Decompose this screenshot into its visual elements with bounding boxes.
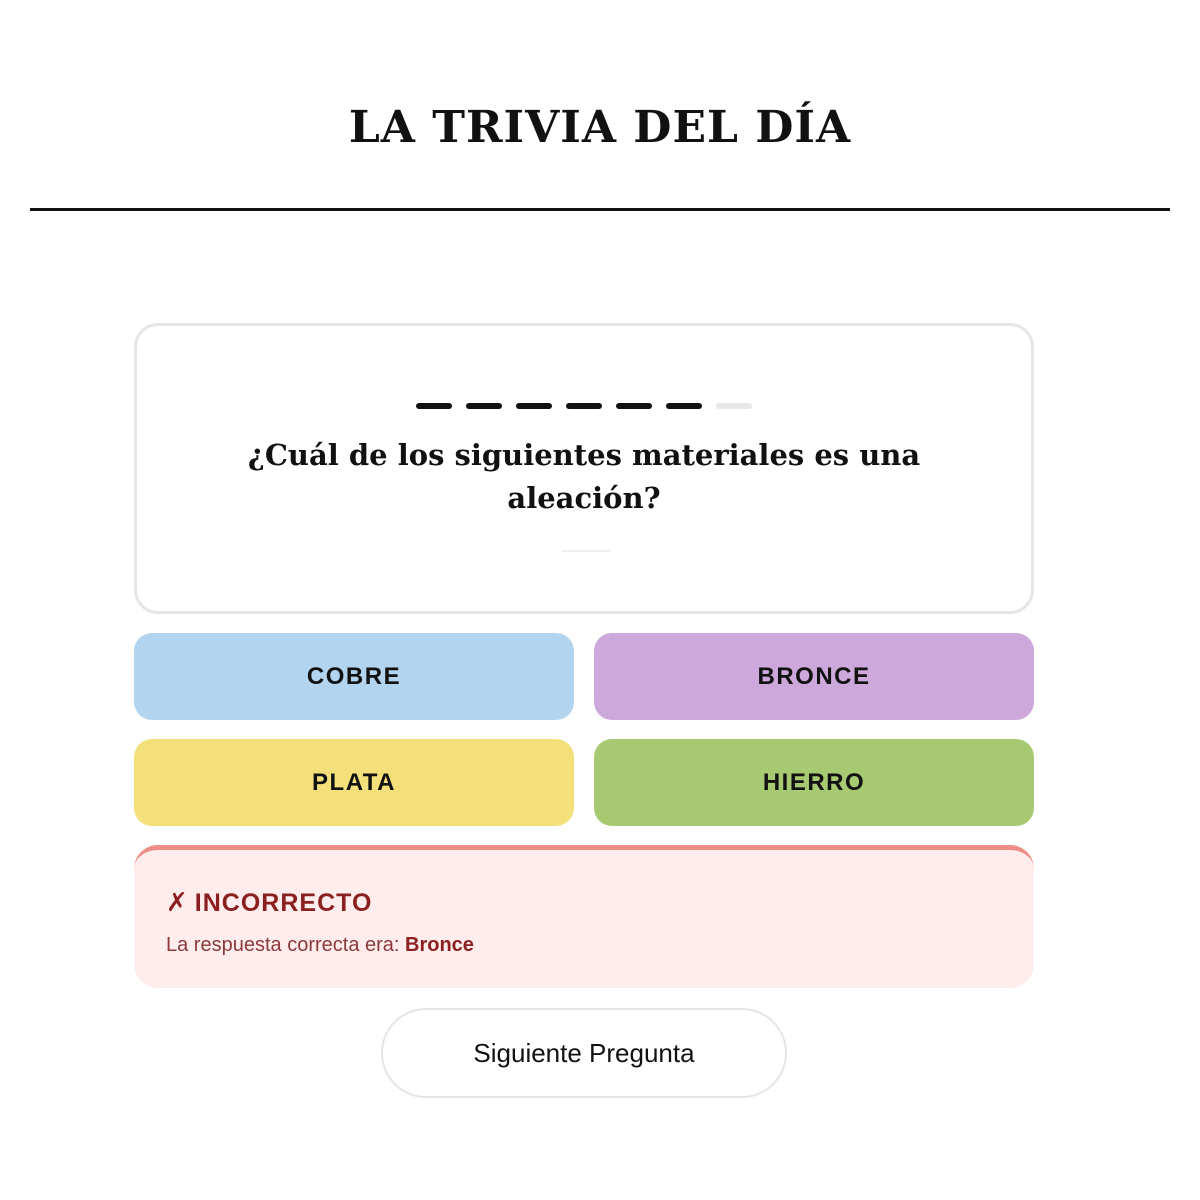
progress-segment-done xyxy=(416,403,452,409)
question-divider xyxy=(561,550,611,552)
feedback-status: INCORRECTO xyxy=(194,888,373,917)
feedback-message-prefix: La respuesta correcta era: xyxy=(166,934,406,956)
question-text: ¿Cuál de los siguientes materiales es una aleación? xyxy=(247,438,921,515)
feedback-message xyxy=(166,934,474,957)
answer-button-plata[interactable]: PLATA xyxy=(134,739,574,826)
answer-button-cobre[interactable]: COBRE xyxy=(134,633,574,720)
answer-button-hierro[interactable]: HIERRO xyxy=(594,739,1034,826)
next-question-button[interactable]: Siguiente Pregunta xyxy=(381,1008,787,1098)
page-title: LA TRIVIA DEL DÍA xyxy=(348,102,852,153)
answer-button-bronce[interactable]: BRONCE xyxy=(594,633,1034,720)
x-mark-icon: ✗ xyxy=(166,888,189,918)
progress-segment-done xyxy=(616,403,652,409)
progress-segment-done xyxy=(666,403,702,409)
feedback-panel xyxy=(134,845,1034,988)
header xyxy=(30,0,1170,211)
progress-segment-pending xyxy=(716,403,752,409)
progress-indicator xyxy=(137,403,1031,409)
progress-segment-done xyxy=(466,403,502,409)
feedback-title xyxy=(166,888,372,918)
progress-segment-done xyxy=(566,403,602,409)
feedback-correct-answer: Bronce xyxy=(405,934,474,956)
progress-segment-done xyxy=(516,403,552,409)
question-card xyxy=(134,323,1034,614)
